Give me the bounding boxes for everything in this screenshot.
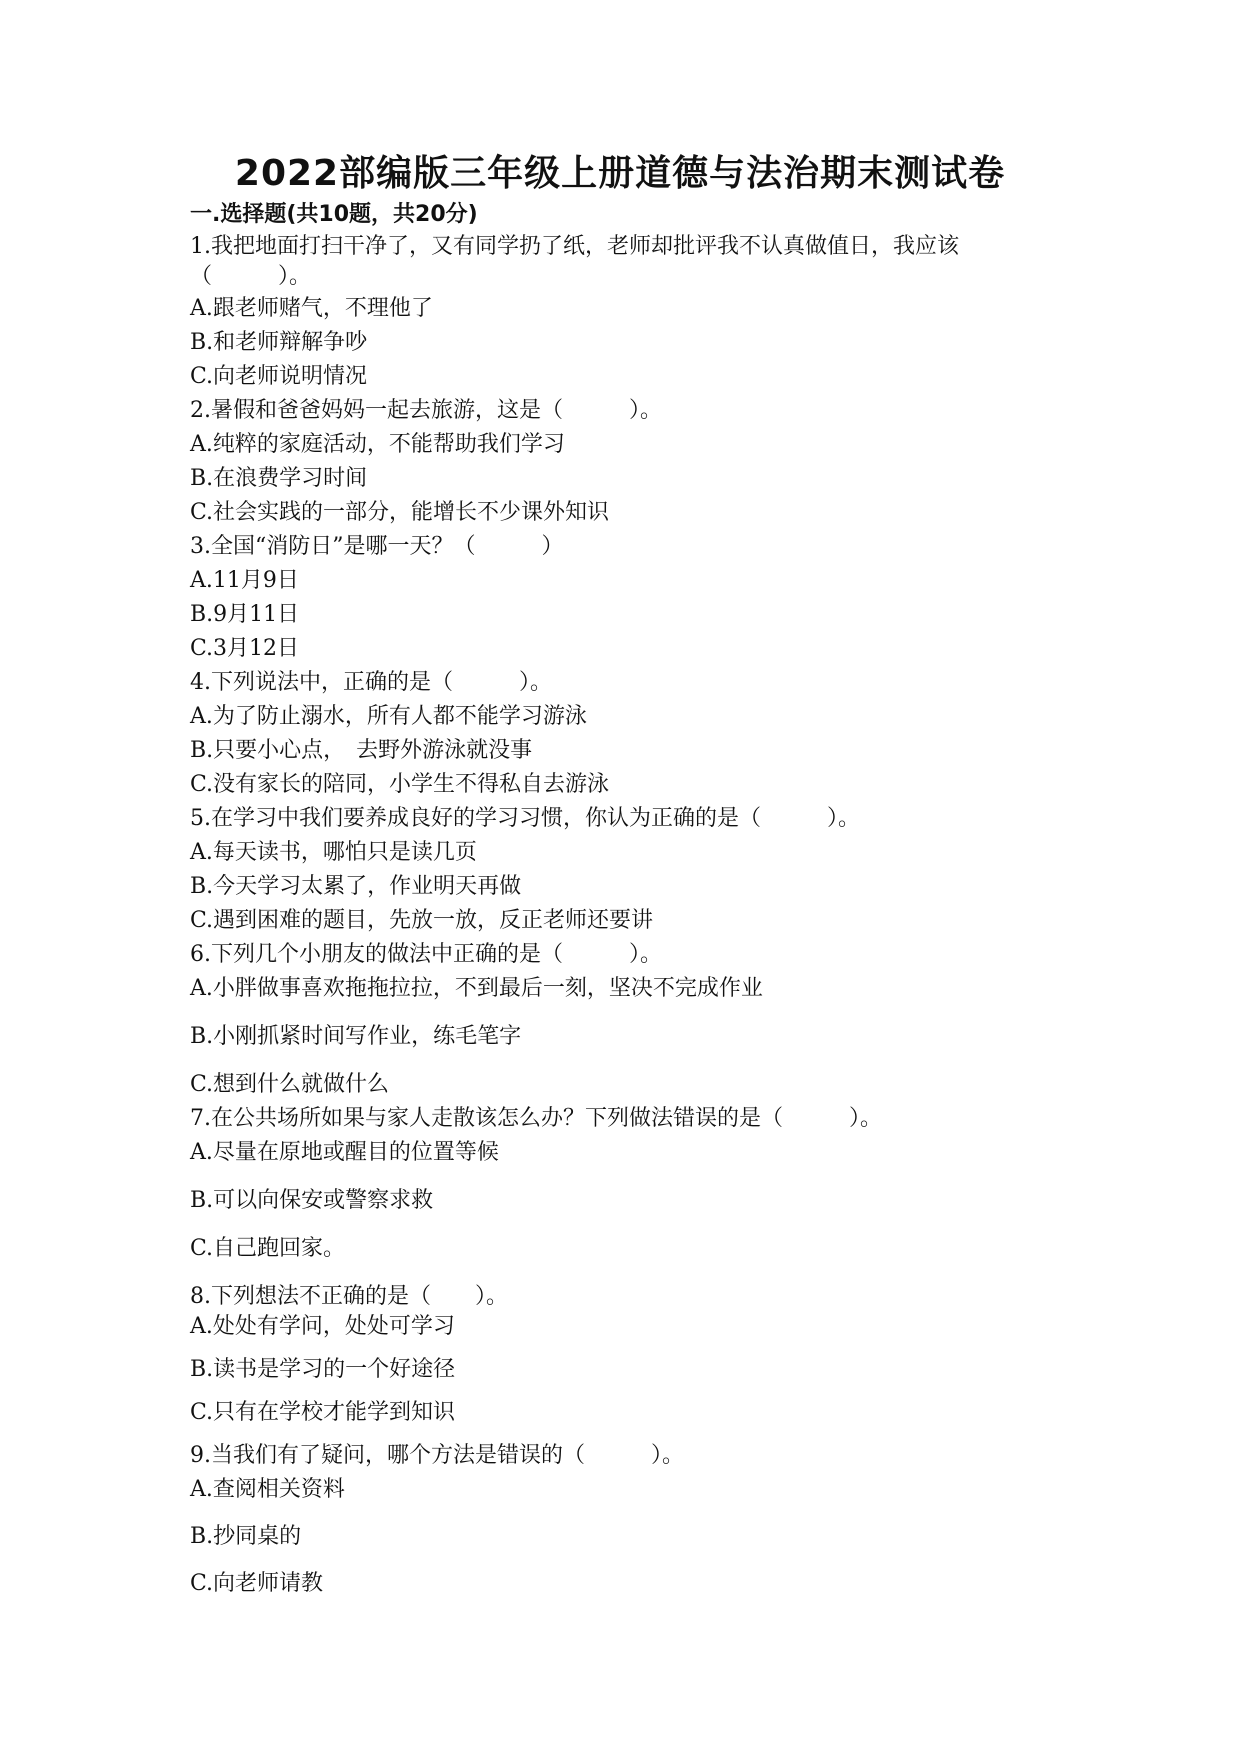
question-6-option-b: B.小刚抓紧时间写作业，练毛笔字: [190, 1024, 522, 1049]
question-6-option-c: C.想到什么就做什么: [190, 1072, 390, 1097]
question-2-option-b: B.在浪费学习时间: [190, 466, 368, 491]
question-4-option-c: C.没有家长的陪同，小学生不得私自去游泳: [190, 772, 610, 797]
question-9-option-c: C.向老师请教: [190, 1571, 324, 1596]
question-1-option-a: A.跟老师赌气，不理他了: [190, 296, 433, 321]
question-5-option-c: C.遇到困难的题目，先放一放，反正老师还要讲: [190, 908, 654, 933]
question-7-option-c: C.自己跑回家。: [190, 1236, 346, 1261]
question-4-stem: 4.下列说法中，正确的是（ ）。: [190, 670, 552, 695]
question-6-stem: 6.下列几个小朋友的做法中正确的是（ ）。: [190, 942, 662, 967]
question-5-option-b: B.今天学习太累了，作业明天再做: [190, 874, 522, 899]
question-5-stem: 5.在学习中我们要养成良好的学习习惯，你认为正确的是（ ）。: [190, 806, 860, 831]
question-8-option-b: B.读书是学习的一个好途径: [190, 1357, 456, 1382]
question-7-option-b: B.可以向保安或警察求救: [190, 1188, 434, 1213]
question-5-option-a: A.每天读书，哪怕只是读几页: [190, 840, 477, 865]
section-heading: 一.选择题(共10题，共20分): [190, 202, 478, 227]
question-6-option-a: A.小胖做事喜欢拖拖拉拉，不到最后一刻，坚决不完成作业: [190, 976, 763, 1001]
question-2-option-a: A.纯粹的家庭活动，不能帮助我们学习: [190, 432, 565, 457]
question-9-option-b: B.抄同桌的: [190, 1524, 302, 1549]
question-1-option-c: C.向老师说明情况: [190, 364, 368, 389]
question-3-option-b: B.9月11日: [190, 602, 300, 627]
question-8-option-a: A.处处有学问，处处可学习: [190, 1314, 455, 1339]
question-2-option-c: C.社会实践的一部分，能增长不少课外知识: [190, 500, 610, 525]
question-9-option-a: A.查阅相关资料: [190, 1477, 345, 1502]
question-4-option-b: B.只要小心点， 去野外游泳就没事: [190, 738, 533, 763]
question-3-option-a: A.11月9日: [190, 568, 299, 593]
question-7-stem: 7.在公共场所如果与家人走散该怎么办？下列做法错误的是（ ）。: [190, 1106, 882, 1131]
page-title: 2022部编版三年级上册道德与法治期末测试卷: [234, 153, 1006, 194]
question-8-stem: 8.下列想法不正确的是（ ）。: [190, 1284, 508, 1309]
question-2-stem: 2.暑假和爸爸妈妈一起去旅游，这是（ ）。: [190, 398, 662, 423]
question-1-stem: 1.我把地面打扫干净了，又有同学扔了纸，老师却批评我不认真做值日，我应该（ ）。: [190, 234, 959, 289]
question-3-option-c: C.3月12日: [190, 636, 300, 661]
question-1-option-b: B.和老师辩解争吵: [190, 330, 368, 355]
question-4-option-a: A.为了防止溺水，所有人都不能学习游泳: [190, 704, 587, 729]
question-3-stem: 3.全国“消防日”是哪一天？（ ）: [190, 534, 564, 559]
question-7-option-a: A.尽量在原地或醒目的位置等候: [190, 1140, 499, 1165]
question-8-option-c: C.只有在学校才能学到知识: [190, 1400, 456, 1425]
question-9-stem: 9.当我们有了疑问，哪个方法是错误的（ ）。: [190, 1443, 684, 1468]
